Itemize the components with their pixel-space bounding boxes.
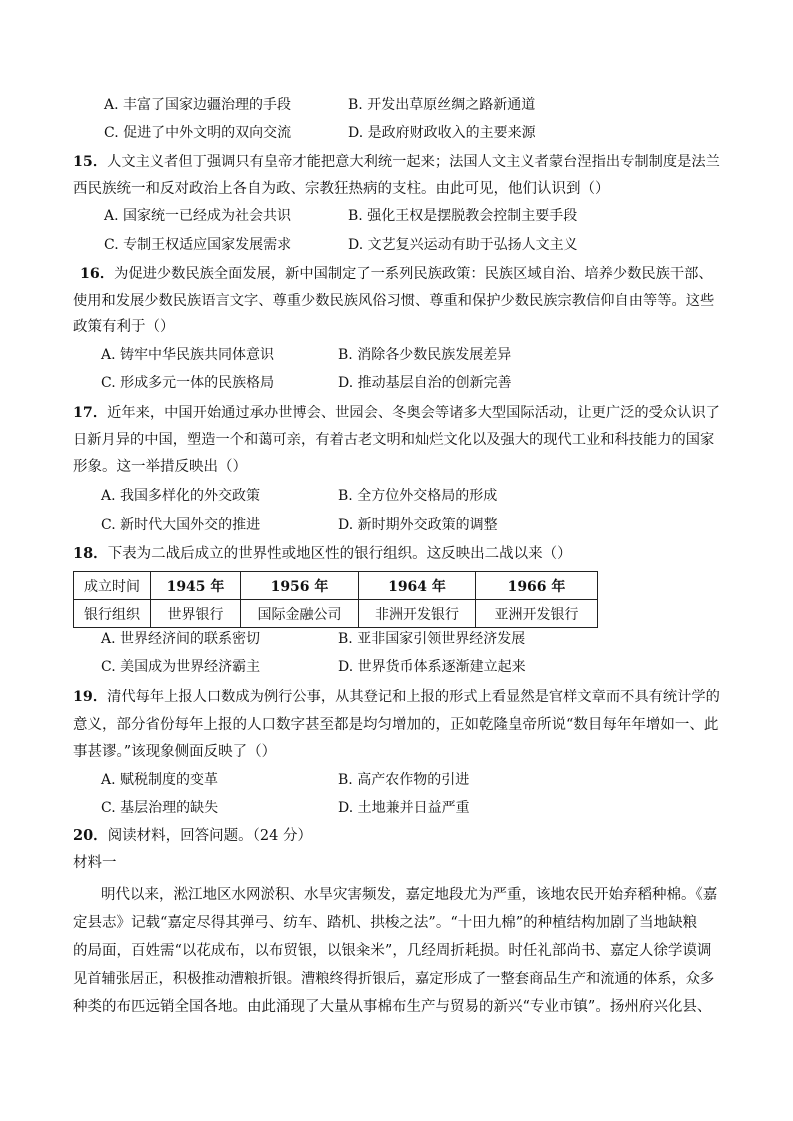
q15-option-b: B. 强化王权是摆脱教会控制主要手段 xyxy=(348,208,578,224)
q20-material-line-4: 见首辅张居正，积极推动漕粮折银。漕粮终得折银后，嘉定形成了一整套商品生产和流通的体系，众多 xyxy=(73,971,715,987)
q18-table-header-cell: 1956 年 xyxy=(241,572,359,600)
q18-option-b: B. 亚非国家引领世界经济发展 xyxy=(338,631,526,647)
q20-material-line-1: 明代以来，淞江地区水网淤积、水旱灾害频发，嘉定地段尤为严重，该地农民开始弃稻种棉。《嘉 xyxy=(101,887,718,903)
q18-table-header-row xyxy=(74,572,598,600)
q18-table-header-cell: 成立时间 xyxy=(74,572,151,600)
q18-table-header-cell: 1966 年 xyxy=(476,572,598,600)
q20-material-line-5: 种类的布匹远销全国各地。由此涌现了大量从事棉布生产与贸易的新兴“专业市镇”。扬州府兴化县、 xyxy=(73,999,712,1015)
q20-material-label: 材料一 xyxy=(73,855,117,871)
q17-stem-line-3: 形象。这一举措反映出（） xyxy=(73,459,247,475)
q18-stem-line-1: 18．下表为二战后成立的世界性或地区性的银行组织。这反映出二战以来（） xyxy=(73,545,572,562)
q18-table-cell: 世界银行 xyxy=(151,600,241,628)
q15-stem-line-2: 西民族统一和反对政治上各自为政、宗教狂热病的支柱。由此可见，他们认识到（） xyxy=(73,181,610,197)
q20-material-line-2: 定县志》记载“嘉定尽得其弹弓、纺车、踏机、拱梭之法”。“十田九棉”的种植结构加剧了当地缺粮 xyxy=(73,915,698,931)
q18-option-d: D. 世界货币体系逐渐建立起来 xyxy=(338,659,526,675)
q16-stem-line-3: 政策有利于（） xyxy=(73,319,175,335)
q14-option-c: C. 促进了中外文明的双向交流 xyxy=(104,125,292,141)
q14-option-a: A. 丰富了国家边疆治理的手段 xyxy=(104,97,292,113)
q18-table-row xyxy=(74,600,598,628)
q15-option-c: C. 专制王权适应国家发展需求 xyxy=(104,237,292,253)
q17-number: 17． xyxy=(73,405,108,421)
q18-table-cell: 国际金融公司 xyxy=(241,600,359,628)
q16-option-c: C. 形成多元一体的民族格局 xyxy=(101,375,275,391)
q15-number: 15． xyxy=(73,154,108,170)
q19-stem-line-3: 事甚谬。”该现象侧面反映了（） xyxy=(73,744,277,760)
q19-option-d: D. 土地兼并日益严重 xyxy=(338,800,470,816)
q14-option-b: B. 开发出草原丝绸之路新通道 xyxy=(348,97,536,113)
q20-material-line-3: 的局面，百姓需“以花成布，以布贸银，以银籴米”，几经周折耗损。时任礼部尚书、嘉定人徐学谟调 xyxy=(73,943,712,959)
q16-option-b: B. 消除各少数民族发展差异 xyxy=(338,347,512,363)
q18-number: 18． xyxy=(73,545,108,562)
q19-stem-line-1: 19．清代每年上报人口数成为例行公事，从其登记和上报的形式上看显然是官样文章而不具有统计学的 xyxy=(73,689,720,705)
q20-number: 20． xyxy=(73,827,108,844)
q17-option-a: A. 我国多样化的外交政策 xyxy=(101,488,261,504)
q18-option-a: A. 世界经济间的联系密切 xyxy=(101,631,261,647)
q19-option-b: B. 高产农作物的引进 xyxy=(338,772,470,788)
q19-number: 19． xyxy=(73,689,108,705)
q16-stem-line-2: 使用和发展少数民族语言文字、尊重少数民族风俗习惯、尊重和保护少数民族宗教信仰自由等等。这些 xyxy=(73,293,715,309)
q18-table-header-cell: 1945 年 xyxy=(151,572,241,600)
q19-option-c: C. 基层治理的缺失 xyxy=(101,800,219,816)
q17-stem-line-1: 17．近年来，中国开始通过承办世博会、世园会、冬奥会等诸多大型国际活动，让更广泛的受众认识了 xyxy=(73,405,720,421)
q15-stem-line-1: 15．人文主义者但丁强调只有皇帝才能把意大利统一起来；法国人文主义者蒙台涅指出专制制度是法兰 xyxy=(73,154,720,170)
q18-table-cell: 银行组织 xyxy=(74,600,151,628)
q16-option-d: D. 推动基层自治的创新完善 xyxy=(338,375,512,391)
q18-bank-table xyxy=(73,571,598,628)
q14-option-d: D. 是政府财政收入的主要来源 xyxy=(348,125,536,141)
q17-option-c: C. 新时代大国外交的推进 xyxy=(101,517,261,533)
q16-number: 16． xyxy=(80,266,115,282)
q18-table-cell: 亚洲开发银行 xyxy=(476,600,598,628)
q20-stem-line-1: 20．阅读材料，回答问题。（24 分） xyxy=(73,827,312,844)
q16-option-a: A. 铸牢中华民族共同体意识 xyxy=(101,347,275,363)
q17-option-d: D. 新时期外交政策的调整 xyxy=(338,517,498,533)
q16-stem-line-1: 16．为促进少数民族全面发展，新中国制定了一系列民族政策：民族区域自治、培养少数民族干部、 xyxy=(80,266,713,282)
q18-option-c: C. 美国成为世界经济霸主 xyxy=(101,659,261,675)
q19-stem-line-2: 意义，部分省份每年上报的人口数字甚至都是均匀增加的，正如乾隆皇帝所说“数目每年年增如一、此 xyxy=(73,717,719,733)
q18-table-cell: 非洲开发银行 xyxy=(359,600,476,628)
q17-stem-line-2: 日新月异的中国，塑造一个和蔼可亲，有着古老文明和灿烂文化以及强大的现代工业和科技能力的国家 xyxy=(73,432,715,448)
q17-option-b: B. 全方位外交格局的形成 xyxy=(338,488,498,504)
q19-option-a: A. 赋税制度的变革 xyxy=(101,772,219,788)
q15-option-a: A. 国家统一已经成为社会共识 xyxy=(104,208,292,224)
q15-option-d: D. 文艺复兴运动有助于弘扬人文主义 xyxy=(348,237,578,253)
q18-table-header-cell: 1964 年 xyxy=(359,572,476,600)
